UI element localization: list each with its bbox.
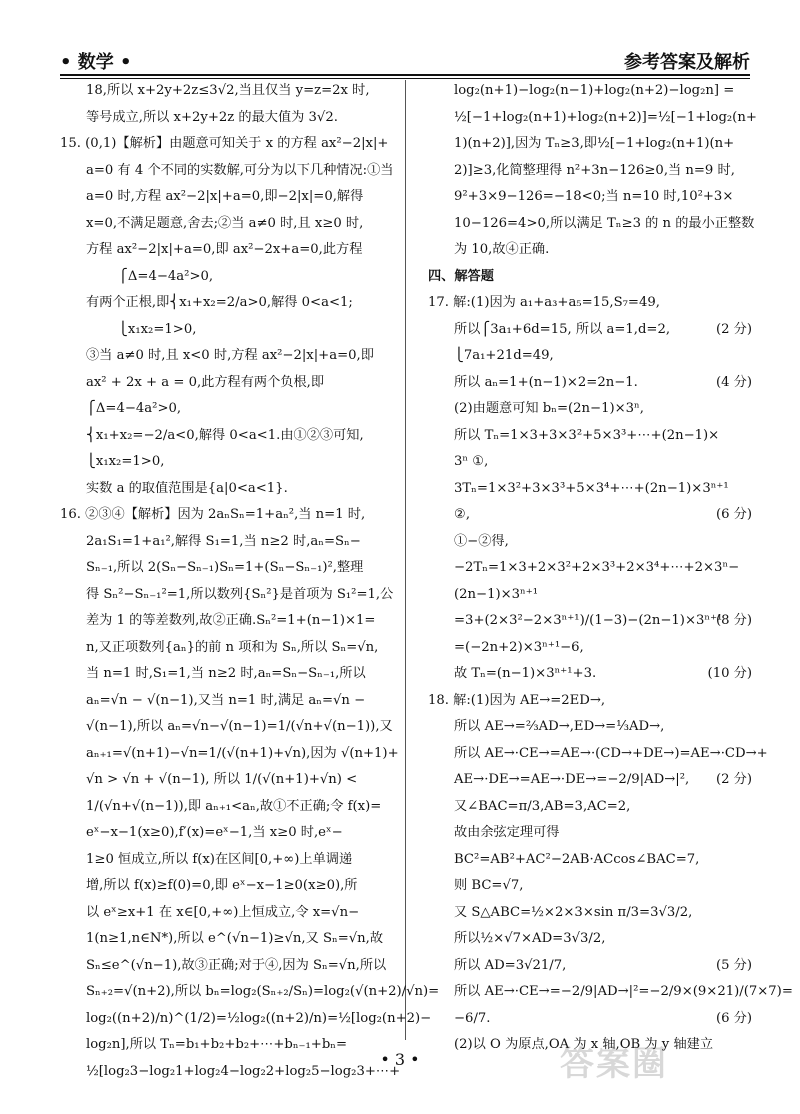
text-line — [60, 158, 400, 185]
text-line — [60, 211, 400, 238]
score-mark: (6 分) — [715, 1010, 752, 1026]
text-content: =(−2n+2)×3ⁿ⁺¹−6, — [454, 639, 584, 655]
text-content: 增,所以 f(x)≥f(0)=0,即 eˣ−x−1≥0(x≥0),所 — [86, 878, 358, 893]
text-line — [60, 396, 400, 423]
text-line — [60, 926, 400, 953]
text-line — [60, 635, 400, 662]
text-content: Sₙ≤e^(√n−1),故③正确;对于④,因为 Sₙ=√n,所以 — [86, 957, 387, 973]
text-line — [428, 476, 752, 503]
text-content: 2)]≥3,化简整理得 n²+3n−126≥0,当 n=9 时, — [454, 162, 735, 178]
text-line — [60, 820, 400, 847]
section-title: 参考答案及解析 — [624, 52, 750, 73]
text-line — [428, 105, 757, 132]
text-line — [428, 78, 752, 105]
text-content: 所以 aₙ=1+(n−1)×2=2n−1. — [454, 374, 638, 390]
left-column — [60, 78, 440, 1085]
text-line — [428, 688, 752, 715]
text-line — [60, 847, 400, 874]
score-mark: (6 分) — [715, 507, 752, 522]
text-line — [60, 900, 400, 927]
text-content: 18,所以 x+2y+2z≤3√2,当且仅当 y=z=2x 时, — [86, 83, 370, 98]
text-content: 所以⎧3a₁+6d=15, 所以 a=1,d=2, — [454, 321, 671, 337]
right-column — [428, 78, 793, 1059]
score-mark: (4 分) — [715, 374, 752, 390]
text-line — [428, 158, 752, 185]
text-content: 故 Tₙ=(n−1)×3ⁿ⁺¹+3. — [454, 666, 597, 681]
text-content: 18. 解:(1)因为 AE→=2ED→, — [428, 692, 606, 708]
text-line — [428, 794, 752, 821]
text-content: 故由余弦定理可得 — [454, 825, 560, 840]
text-content: 有两个正根,即⎨x₁+x₂=2/a>0,解得 0<a<1; — [86, 295, 353, 310]
subject-label: • 数学 • — [60, 52, 132, 73]
page-header — [60, 44, 750, 72]
text-line — [60, 105, 400, 132]
text-content: ⎨x₁+x₂=−2/a<0,解得 0<a<1.由①②③可知, — [86, 427, 364, 443]
text-line — [428, 211, 755, 238]
text-content: 1)(n+2)],因为 Tₙ≥3,即½[−1+log₂(n+1)(n+ — [454, 136, 735, 151]
text-content: 16. ②③④【解析】因为 2aₙSₙ=1+aₙ²,当 n=1 时, — [60, 507, 366, 522]
text-line — [428, 370, 752, 397]
text-content: 1≥0 恒成立,所以 f(x)在区间[0,+∞)上单调递 — [86, 851, 353, 867]
text-line — [428, 317, 752, 344]
text-content: 又 S△ABC=½×2×3×sin π/3=3√3/2, — [454, 904, 693, 920]
text-line — [428, 714, 752, 741]
text-content: 以 eˣ≥x+1 在 x∈[0,+∞)上恒成立,令 x=√n− — [86, 904, 360, 920]
text-line — [60, 688, 400, 715]
text-line — [428, 741, 768, 768]
text-content: 又∠BAC=π/3,AB=3,AC=2, — [454, 798, 631, 814]
score-mark: (2 分) — [715, 321, 752, 337]
text-content: 所以 AE→·CE→=−2/9|AD→|²=−2/9×(9×21)/(7×7)= — [454, 984, 793, 999]
text-content: 差为 1 的等差数列,故②正确.Sₙ²=1+(n−1)×1= — [86, 613, 376, 628]
text-line — [428, 635, 752, 662]
text-content: ½[−1+log₂(n+1)+log₂(n+2)]=½[−1+log₂(n+ — [454, 109, 757, 125]
text-content: ②, — [454, 507, 471, 522]
text-line — [428, 979, 793, 1006]
text-line — [60, 714, 400, 741]
text-content: ③当 a≠0 时,且 x<0 时,方程 ax²−2|x|+a=0,即 — [86, 348, 374, 363]
text-content: ⎧Δ=4−4a²>0, — [86, 401, 182, 416]
text-content: 为 10,故④正确. — [454, 242, 550, 257]
text-line — [60, 741, 400, 768]
text-line — [60, 449, 400, 476]
text-line — [428, 343, 752, 370]
text-line — [60, 582, 400, 609]
text-content: −6/7. — [454, 1010, 491, 1026]
text-line — [428, 423, 752, 450]
text-content: 实数 a 的取值范围是{a|0<a<1}. — [86, 480, 288, 496]
text-line — [428, 184, 752, 211]
header-rule — [60, 74, 750, 76]
text-line — [60, 370, 400, 397]
text-content: Sₙ₊₂=√(n+2),所以 bₙ=log₂(Sₙ₊₂/Sₙ)=log₂(√(n+2)/√n)= — [86, 984, 440, 999]
text-content: 则 BC=√7, — [454, 878, 524, 893]
text-content: a=0 时,方程 ax²−2|x|+a=0,即−2|x|=0,解得 — [86, 189, 364, 204]
column-divider — [405, 80, 406, 1040]
text-content: n,又正项数列{aₙ}的前 n 项和为 Sₙ,所以 Sₙ=√n, — [86, 639, 379, 655]
text-line — [60, 979, 440, 1006]
text-content: 3ⁿ ①, — [454, 454, 489, 469]
text-content: ⎩x₁x₂=1>0, — [86, 454, 165, 469]
text-line — [60, 237, 400, 264]
text-line — [428, 900, 752, 927]
text-content: log₂(n+1)−log₂(n−1)+log₂(n+2)−log₂n] = — [454, 83, 735, 98]
text-line — [428, 847, 752, 874]
text-content: eˣ−x−1(x≥0),f′(x)=eˣ−1,当 x≥0 时,eˣ− — [86, 825, 343, 840]
text-line — [60, 131, 400, 158]
text-content: √n > √n + √(n−1), 所以 1/(√(n+1)+√n) < — [86, 772, 358, 787]
text-content: ax² + 2x + a = 0,此方程有两个负根,即 — [86, 374, 325, 390]
score-mark: (10 分) — [707, 666, 752, 681]
text-line — [428, 131, 752, 158]
text-content: 四、解答题 — [428, 268, 494, 284]
text-content: ①−②得, — [454, 533, 509, 549]
text-line — [60, 1006, 432, 1033]
text-content: AE→·DE→=AE→·DE→=−2/9|AD→|², — [454, 772, 690, 787]
text-line — [428, 237, 752, 264]
text-content: √(n−1),所以 aₙ=√n−√(n−1)=1/(√n+√(n−1)),又 — [86, 719, 393, 734]
text-content: BC²=AB²+AC²−2AB·ACcos∠BAC=7, — [454, 851, 700, 867]
watermark-logo: 答案圈 — [560, 1044, 668, 1084]
text-line — [60, 661, 400, 688]
text-content: ½[log₂3−log₂1+log₂4−log₂2+log₂5−log₂3+⋯+ — [86, 1063, 401, 1079]
text-content: 所以 AE→·CE→=AE→·(CD→+DE→)=AE→·CD→+ — [454, 745, 768, 761]
text-content: log₂((n+2)/n)^(1/2)=½log₂((n+2)/n)=½[log₂(n+2)− — [86, 1010, 432, 1026]
text-content: Sₙ₋₁,所以 2(Sₙ−Sₙ₋₁)Sₙ=1+(Sₙ−Sₙ₋₁)²,整理 — [86, 560, 364, 575]
text-line — [428, 396, 752, 423]
text-line — [428, 529, 752, 556]
text-line — [60, 794, 400, 821]
text-line — [60, 529, 400, 556]
text-content: aₙ=√n − √(n−1),又当 n=1 时,满足 aₙ=√n − — [86, 692, 366, 708]
text-content: 1/(√n+√(n−1)),即 aₙ₊₁<aₙ,故①不正确;令 f(x)= — [86, 798, 382, 814]
text-line — [428, 555, 752, 582]
text-line — [428, 449, 752, 476]
text-line — [428, 502, 752, 529]
text-content: 10−126=4>0,所以满足 Tₙ≥3 的 n 的最小正整数 — [454, 215, 755, 231]
text-content: 所以 AD=3√21/7, — [454, 957, 567, 973]
text-content: (2)由题意可知 bₙ=(2n−1)×3ⁿ, — [454, 401, 644, 416]
text-content: 所以 Tₙ=1×3+3×3²+5×3³+⋯+(2n−1)× — [454, 427, 720, 443]
text-content: 3Tₙ=1×3²+3×3³+5×3⁴+⋯+(2n−1)×3ⁿ⁺¹ — [454, 480, 729, 496]
text-line — [60, 873, 400, 900]
text-content: =3+(2×3²−2×3ⁿ⁺¹)/(1−3)−(2n−1)×3ⁿ⁺¹ — [454, 613, 723, 628]
text-content: 2a₁S₁=1+a₁²,解得 S₁=1,当 n≥2 时,aₙ=Sₙ− — [86, 533, 361, 549]
text-line — [428, 873, 752, 900]
text-line — [60, 767, 400, 794]
text-content: ⎧Δ=4−4a²>0, — [118, 268, 214, 284]
text-line — [428, 767, 752, 794]
text-content: ⎩x₁x₂=1>0, — [118, 321, 197, 337]
text-content: x=0,不满足题意,舍去;②当 a≠0 时,且 x≥0 时, — [86, 215, 364, 231]
text-line — [60, 264, 400, 291]
text-content: 所以½×√7×AD=3√3/2, — [454, 931, 606, 946]
text-content: (2)以 O 为原点,OA 为 x 轴,OB 为 y 轴建立 — [454, 1037, 714, 1052]
text-line — [428, 264, 752, 291]
text-line — [60, 555, 400, 582]
text-line — [428, 608, 752, 635]
text-line — [428, 926, 752, 953]
text-content: 得 Sₙ²−Sₙ₋₁²=1,所以数列{Sₙ²}是首项为 S₁²=1,公 — [86, 586, 394, 602]
text-line — [60, 476, 400, 503]
text-content: 9²+3×9−126=−18<0;当 n=10 时,10²+3× — [454, 189, 734, 204]
text-line — [428, 290, 752, 317]
text-line — [428, 1006, 752, 1033]
text-line — [60, 290, 400, 317]
text-line — [60, 184, 400, 211]
text-content: log₂n],所以 Tₙ=b₁+b₂+b₂+⋯+bₙ₋₁+bₙ= — [86, 1037, 348, 1052]
text-content: 当 n=1 时,S₁=1,当 n≥2 时,aₙ=Sₙ−Sₙ₋₁,所以 — [86, 666, 366, 681]
text-content: ⎩7a₁+21d=49, — [454, 348, 554, 363]
page-number: • 3 • — [380, 1050, 420, 1069]
text-line — [60, 78, 400, 105]
text-content: −2Tₙ=1×3+2×3²+2×3³+2×3⁴+⋯+2×3ⁿ− — [454, 560, 740, 575]
text-content: a=0 有 4 个不同的实数解,可分为以下几种情况:①当 — [86, 162, 394, 178]
text-content: 17. 解:(1)因为 a₁+a₃+a₅=15,S₇=49, — [428, 295, 660, 310]
score-mark: (8 分) — [715, 613, 752, 628]
text-line — [60, 423, 400, 450]
text-content: 等号成立,所以 x+2y+2z 的最大值为 3√2. — [86, 109, 338, 125]
text-content: aₙ₊₁=√(n+1)−√n=1/(√(n+1)+√n),因为 √(n+1)+ — [86, 745, 399, 761]
text-content: (2n−1)×3ⁿ⁺¹ — [454, 586, 539, 602]
text-content: 15. (0,1)【解析】由题意可知关于 x 的方程 ax²−2|x|+ — [60, 136, 389, 151]
text-line — [60, 502, 400, 529]
score-mark: (5 分) — [715, 957, 752, 973]
text-line — [60, 317, 400, 344]
text-line — [60, 608, 400, 635]
text-line — [428, 582, 752, 609]
text-line — [60, 953, 400, 980]
text-line — [428, 661, 752, 688]
score-mark: (2 分) — [715, 772, 752, 787]
text-content: 所以 AE→=⅔AD→,ED→=⅓AD→, — [454, 719, 665, 734]
text-line — [60, 343, 400, 370]
text-line — [428, 820, 752, 847]
text-content: 方程 ax²−2|x|+a=0,即 ax²−2x+a=0,此方程 — [86, 242, 363, 257]
text-content: 1(n≥1,n∈N*),所以 e^(√n−1)≥√n,又 Sₙ=√n,故 — [86, 931, 384, 946]
text-line — [428, 953, 752, 980]
